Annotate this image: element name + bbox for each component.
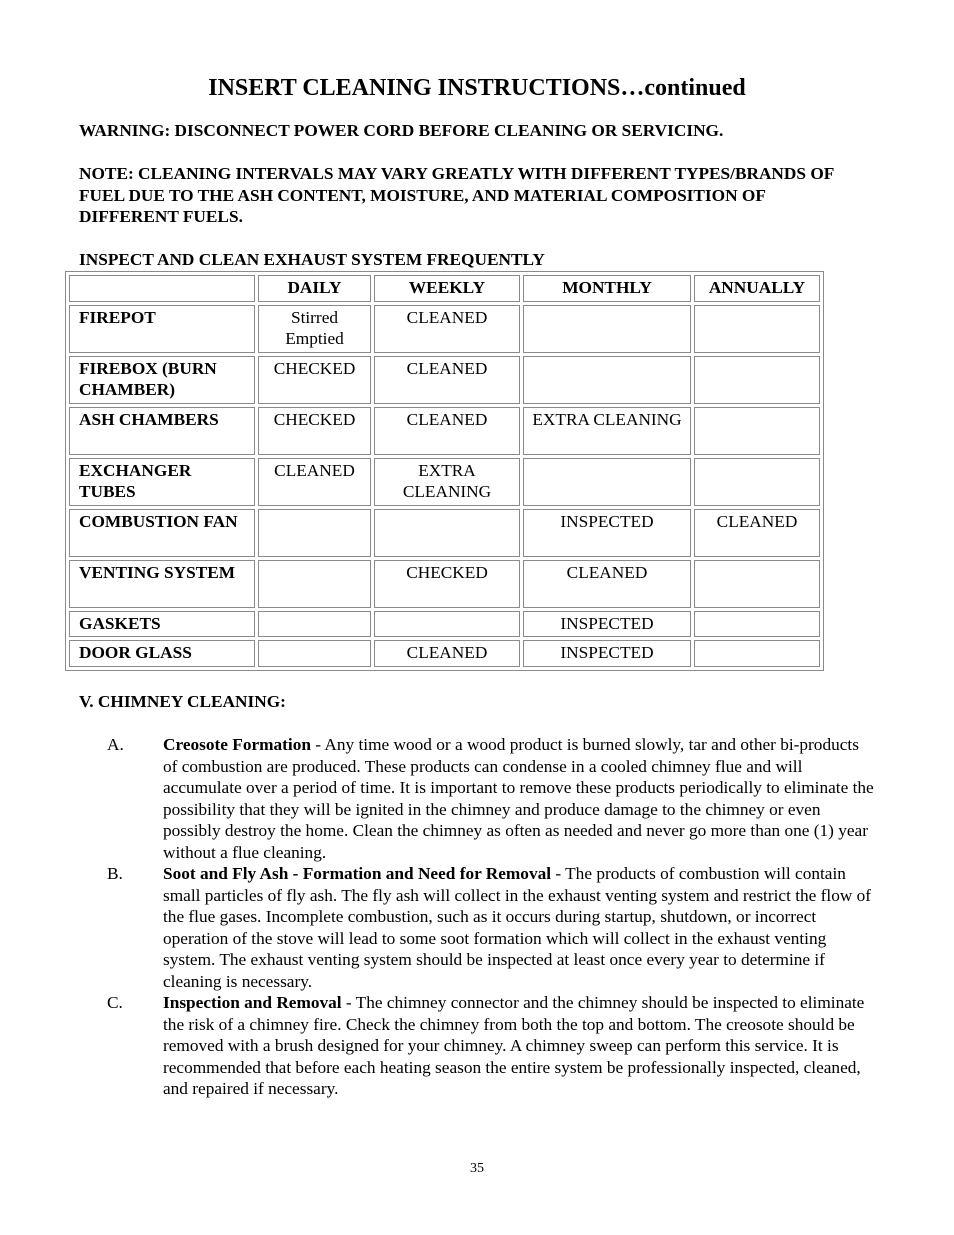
daily-cell xyxy=(258,509,371,557)
page-title: INSERT CLEANING INSTRUCTIONS…continued xyxy=(208,75,746,101)
table-row xyxy=(69,611,820,638)
table-row xyxy=(69,458,820,506)
monthly-cell: EXTRA CLEANING xyxy=(523,407,691,455)
weekly-cell: CHECKED xyxy=(374,560,520,608)
annually-cell xyxy=(694,305,820,353)
list-item-text: - The products of combustion will contain small particles of fly ash. The fly ash will collect in the exhaust venting system and restrict the flow of the flue gases. Incomplete combustion, such as it occurs during startup, shutdown, or incorrect operation of the stove will lead to some soot formation which will collect in the exhaust venting system. The exhaust venting system should be inspected at least once every year to determine if cleaning is necessary. xyxy=(163,864,872,991)
list-item-text: - The chimney connector and the chimney should be inspected to eliminate the risk of a chimney fire. Check the chimney from both the top and bottom. The creosote should be removed with a brush designed for your chimney. A chimney sweep can perform this service. It is recommended that before each heating season the entire system be professionally inspected, cleaned, and repaired if necessary. xyxy=(163,993,865,1099)
row-label: VENTING SYSTEM xyxy=(69,560,255,608)
annually-cell: CLEANED xyxy=(694,509,820,557)
daily-cell xyxy=(258,560,371,608)
monthly-cell xyxy=(523,458,691,506)
list-item-body xyxy=(163,863,877,993)
weekly-cell: CLEANED xyxy=(374,356,520,404)
row-label: DOOR GLASS xyxy=(69,640,255,667)
monthly-cell: INSPECTED xyxy=(523,509,691,557)
weekly-cell: CLEANED xyxy=(374,407,520,455)
row-label: FIREPOT xyxy=(69,305,255,353)
weekly-cell: CLEANED xyxy=(374,640,520,667)
weekly-cell: CLEANED xyxy=(374,305,520,353)
list-item xyxy=(107,992,877,1100)
cleaning-schedule-table xyxy=(65,271,824,671)
table-row xyxy=(69,509,820,557)
table-title: INSPECT AND CLEAN EXHAUST SYSTEM FREQUENTLY xyxy=(79,250,545,269)
header-cell-monthly: MONTHLY xyxy=(523,275,691,302)
list-item-lead: Soot and Fly Ash - Formation and Need for Removal xyxy=(163,864,552,883)
weekly-cell xyxy=(374,611,520,638)
table-row xyxy=(69,407,820,455)
annually-cell xyxy=(694,356,820,404)
list-item-body xyxy=(163,734,877,864)
table-row xyxy=(69,305,820,353)
weekly-cell xyxy=(374,509,520,557)
annually-cell xyxy=(694,560,820,608)
annually-cell xyxy=(694,458,820,506)
monthly-cell: INSPECTED xyxy=(523,640,691,667)
header-cell-annually: ANNUALLY xyxy=(694,275,820,302)
row-label: FIREBOX (BURN CHAMBER) xyxy=(69,356,255,404)
daily-cell xyxy=(258,640,371,667)
list-item-lead: Inspection and Removal xyxy=(163,993,342,1012)
monthly-cell: INSPECTED xyxy=(523,611,691,638)
list-item xyxy=(107,863,877,993)
note-text: NOTE: CLEANING INTERVALS MAY VARY GREATLY WITH DIFFERENT TYPES/BRANDS OF FUEL DUE TO THE ASH CONTENT, MOISTURE, AND MATERIAL COMPOSITION OF DIFFERENT FUELS. xyxy=(79,164,834,226)
row-label: ASH CHAMBERS xyxy=(69,407,255,455)
daily-cell xyxy=(258,611,371,638)
warning-text: WARNING: DISCONNECT POWER CORD BEFORE CLEANING OR SERVICING. xyxy=(79,121,724,140)
table-header-row xyxy=(69,275,820,302)
table-row xyxy=(69,640,820,667)
list-item-lead: Creosote Formation xyxy=(163,735,311,754)
monthly-cell: CLEANED xyxy=(523,560,691,608)
annually-cell xyxy=(694,407,820,455)
list-item-letter: A. xyxy=(107,735,124,754)
monthly-cell xyxy=(523,305,691,353)
header-cell-weekly: WEEKLY xyxy=(374,275,520,302)
list-item-text: - Any time wood or a wood product is burned slowly, tar and other bi-products of combustion are produced. These products can condense in a cooled chimney flue and will accumulate over a period of time. It is important to remove these products periodically to eliminate the possibility that they will be ignited in the chimney and produce damage to the chimney or even possibly destroy the home. Clean the chimney as often as needed and never go more than one (1) year without a flue cleaning. xyxy=(163,735,874,862)
list-item-letter: B. xyxy=(107,864,123,883)
list-item xyxy=(107,734,877,864)
daily-cell: CHECKED xyxy=(258,407,371,455)
row-label: EXCHANGER TUBES xyxy=(69,458,255,506)
header-cell-blank xyxy=(69,275,255,302)
row-label: COMBUSTION FAN xyxy=(69,509,255,557)
header-cell-daily: DAILY xyxy=(258,275,371,302)
daily-cell: CHECKED xyxy=(258,356,371,404)
annually-cell xyxy=(694,640,820,667)
section-heading: V. CHIMNEY CLEANING: xyxy=(79,692,286,711)
monthly-cell xyxy=(523,356,691,404)
table-row xyxy=(69,356,820,404)
daily-cell: Stirred Emptied xyxy=(258,305,371,353)
page-number: 35 xyxy=(470,1161,484,1176)
row-label: GASKETS xyxy=(69,611,255,638)
annually-cell xyxy=(694,611,820,638)
daily-cell: CLEANED xyxy=(258,458,371,506)
table-row xyxy=(69,560,820,608)
list-item-body xyxy=(163,992,877,1100)
weekly-cell: EXTRA CLEANING xyxy=(374,458,520,506)
list-item-letter: C. xyxy=(107,993,123,1012)
